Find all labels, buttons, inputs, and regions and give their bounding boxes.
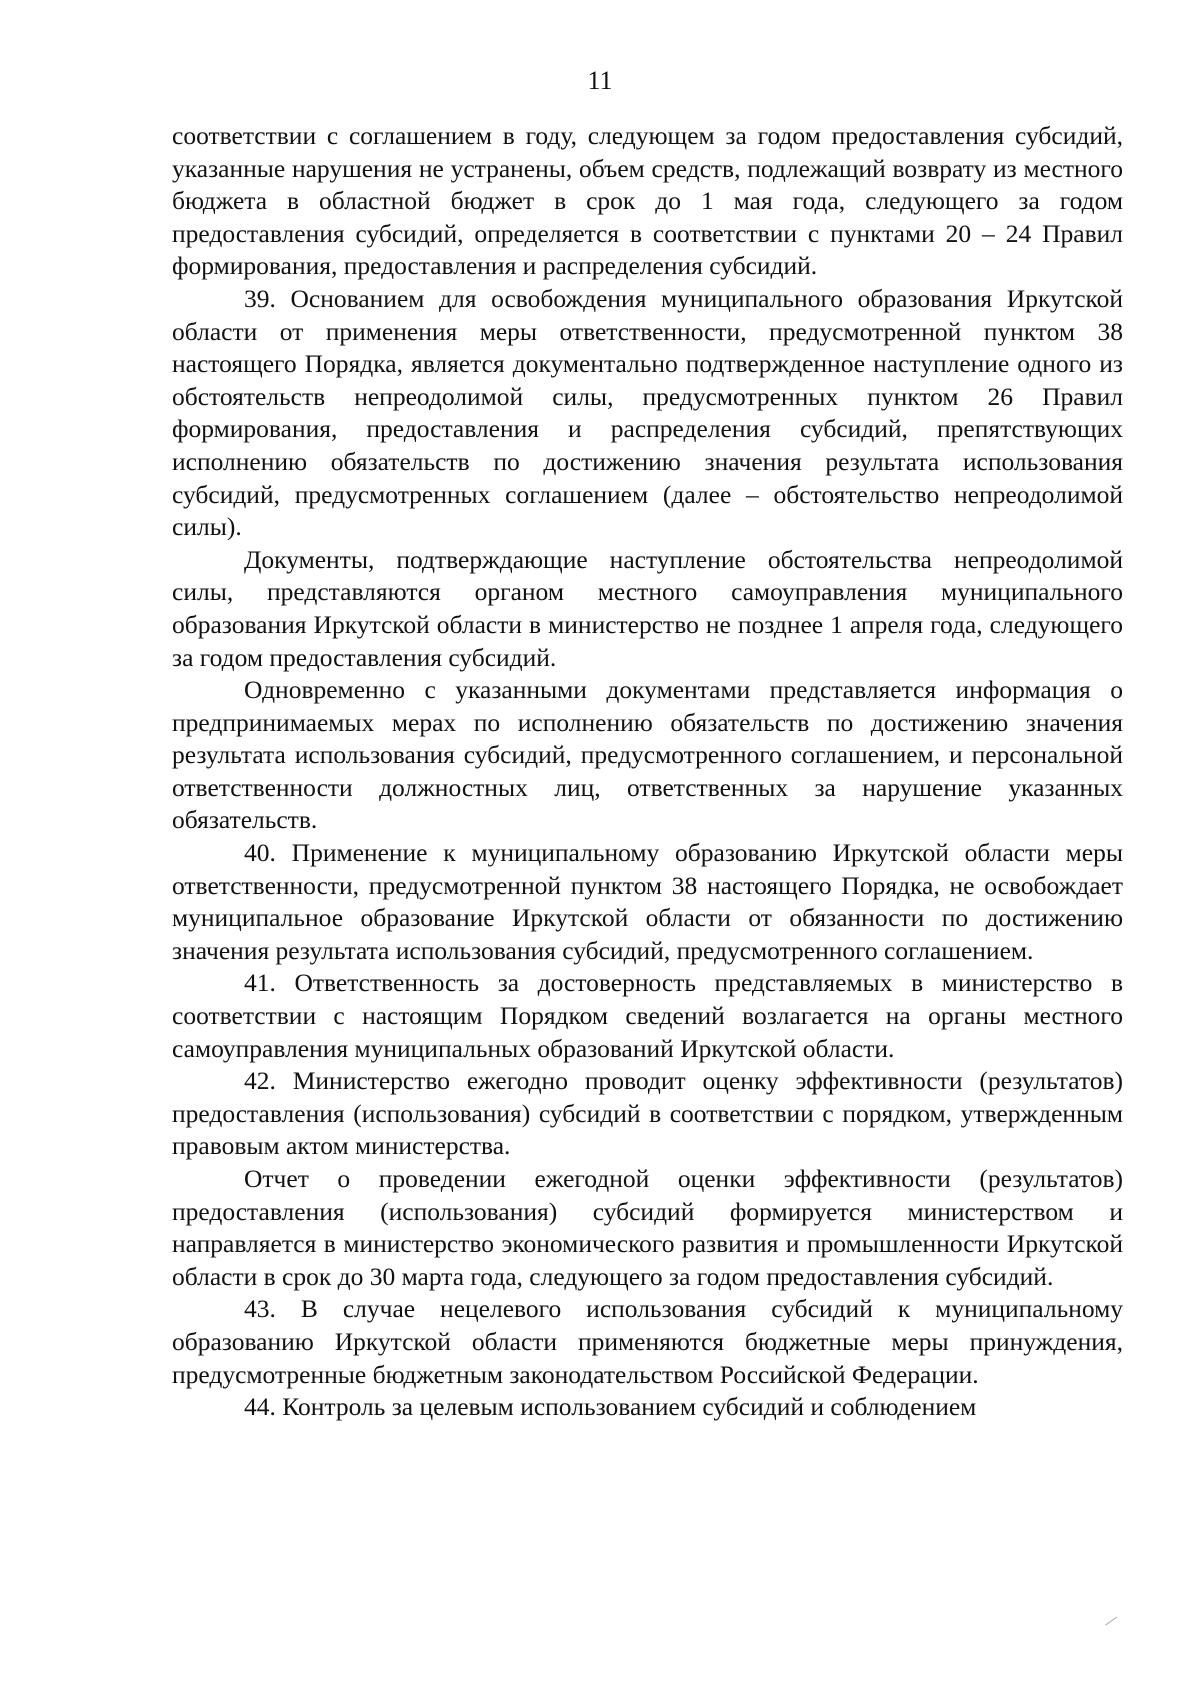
scan-mark-icon [1105, 1617, 1120, 1631]
paragraph-item-41: 41. Ответственность за достоверность представляемых в министерство в соответствии с настоящим Порядком сведений возлагается на органы местного самоуправления муниципальных образований Иркутской области. [172, 968, 1123, 1063]
paragraph-item-44: 44. Контроль за целевым использованием субсидий и соблюдением [244, 1392, 977, 1422]
paragraph-item-40: 40. Применение к муниципальному образованию Иркутской области меры ответственности, предусмотренной пунктом 38 настоящего Порядка, не освобождает муниципальное образование Иркутской области от обязанности по достижению значения результата использования субсидий, предусмотренного соглашением. [172, 838, 1123, 965]
paragraph-continuation: соответствии с соглашением в году, следующем за годом предоставления субсидий, указанные нарушения не устранены, объем средств, подлежащий возврату из местного бюджета в областной бюджет в срок до 1 мая года, следующего за годом предоставления субсидий, определяется в соответствии с пунктами 20 – 24 Правил формирования, предоставления и распределения субсидий. [172, 121, 1123, 281]
paragraph-item-39: 39. Основанием для освобождения муниципального образования Иркутской области от применения меры ответственности, предусмотренной пунктом 38 настоящего Порядка, является документально подтвержденное наступление одного из обстоятельств непреодолимой силы, предусмотренных пунктом 26 Правил формирования, предоставления и распределения субсидий, препятствующих исполнению обязательств по достижению значения результата использования субсидий, предусмотренных соглашением (далее – обстоятельство непреодолимой силы). [172, 283, 1123, 542]
page-number: 11 [587, 66, 613, 95]
paragraph-force-majeure-documents: Документы, подтверждающие наступление обстоятельства непреодолимой силы, представляются органом местного самоуправления муниципального образования Иркутской области в министерство не позднее 1 апреля года, следующего за годом предоставления субсидий. [172, 544, 1123, 672]
paragraph-evaluation-report: Отчет о проведении ежегодной оценки эффективности (результатов) предоставления (использования) субсидий формируется министерством и направляется в министерство экономического развития и промышленности Иркутской области в срок до 30 марта года, следующего за годом предоставления субсидий. [172, 1164, 1123, 1291]
paragraph-item-43: 43. В случае нецелевого использования субсидий к муниципальному образованию Иркутской области применяются бюджетные меры принуждения, предусмотренные бюджетным законодательством Российской Федерации. [172, 1294, 1123, 1389]
paragraph-item-42: 42. Министерство ежегодно проводит оценку эффективности (результатов) предоставления (использования) субсидий в соответствии с порядком, утвержденным правовым актом министерства. [172, 1066, 1123, 1161]
paragraph-measures-information: Одновременно с указанными документами представляется информация о предпринимаемых мерах по исполнению обязательств по достижению значения результата использования субсидий, предусмотренного соглашением, и персональной ответственности должностных лиц, ответственных за нарушение указанных обязательств. [172, 675, 1123, 835]
document-body [172, 120, 1123, 1424]
